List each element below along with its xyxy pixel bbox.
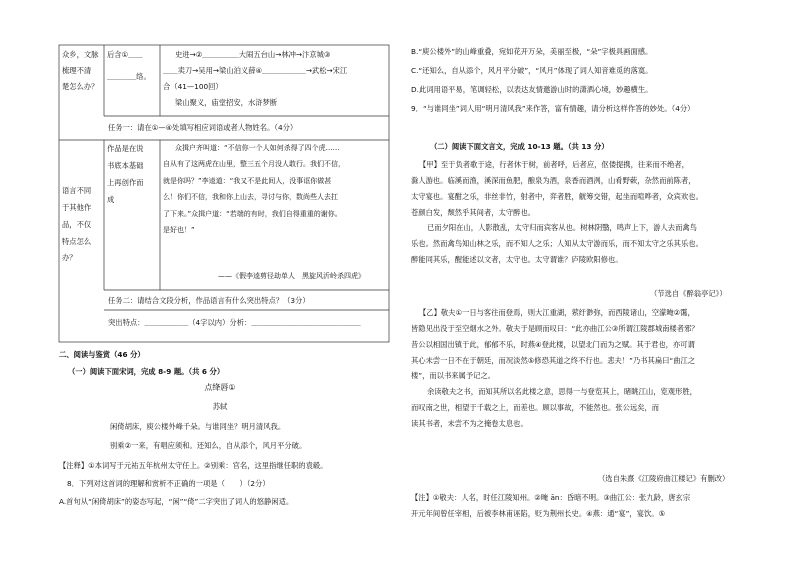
passage-line: 太守宴也。宴酣之乐，非丝非竹，射者中，弈者胜，觥筹交错，起坐而喧哗者，众宾欢也。 — [411, 191, 703, 201]
passage-line: 楼”，而以书来属予记之。 — [411, 371, 496, 381]
row1-col2 — [107, 50, 159, 82]
poem-title: 点绛唇① — [204, 383, 236, 392]
poem-note: 【注释】①本词写于元祐五年杭州太守任上。②别乘：官名，这里指继任职的袁毂。 — [59, 461, 328, 470]
blank-1-line: 后含①＿＿ — [107, 50, 143, 59]
note-line: 开元年间曾任宰相，后被李林甫诬陷，贬为荆州长史。④燕：通“宴”，宴饮。⑤ — [411, 508, 666, 518]
passage-line: 已而夕阳在山，人影散乱，太守归而宾客从也。树林阴翳，鸣声上下，游人去而禽鸟 — [427, 223, 697, 233]
section2-title: 二、阅读与鉴赏（46 分） — [59, 350, 145, 359]
row1-label-line: 楚怎么办？ — [62, 81, 99, 91]
passage-line: 皆隐见出没于至空烟水之外。敬夫于是顾而叹曰：“此亦曲江公③所谓江陵郡城南楼者邪？ — [411, 323, 699, 333]
q8-option-c: C.“还知么，自从添个，风月平分破”，“风月”体现了词人知音难觅的落寞。 — [411, 66, 653, 75]
passage-line: 【甲】至于负者歌于途，行者休于树，前者呼，后者应，伛偻提携，往来而不绝者， — [419, 160, 689, 169]
poem-author: 苏轼 — [212, 402, 228, 411]
passage-jia — [411, 160, 741, 265]
passage-line: 滁人游也。临溪而渔，溪深而鱼肥，酿泉为酒，泉香而酒洌，山肴野蔌，杂然而前陈者， — [411, 175, 696, 185]
passage-line: 乐也。然而禽鸟知山林之乐，而不知人之乐；人知从太守游而乐，而不知太守之乐其乐也。 — [411, 239, 703, 249]
passage-line: 【乙】敬夫①一日与客往而登焉，则大江重湖，萦纡渺弥，而西陵诸山，空濛晻②霭， — [419, 308, 695, 317]
passage-line: 余读敬夫之书，而知其所以名此楼之意，思得一与登览其上，睹眺江山，览观形胜， — [427, 387, 697, 397]
excerpt-line: 自从有了这两虎在山里，整三五个月没人敢行。我们不信， — [163, 160, 345, 169]
row2-label — [62, 186, 102, 263]
excerpt-line: 了下来。”众揖户道：“若端的有时，我们自得重重的谢你。 — [163, 209, 342, 218]
row2-col2-line: 成 — [107, 194, 115, 204]
passage-line: 昔公以相国出镇于此，郁郁不乐，时燕④登此楼，以望北门而为之赋。其于君也，亦可谓 — [411, 339, 695, 349]
row2-col2-line: 上再创作而 — [107, 177, 144, 187]
row1-label — [62, 50, 102, 92]
passage-line: 读其书者，未尝不为之掩卷太息也。 — [411, 418, 528, 428]
row2-label-line: 于其他作 — [62, 202, 92, 212]
yi-source: （选自朱熹《江陵府曲江楼记》有删改） — [598, 474, 730, 483]
passage-yi — [411, 308, 741, 429]
poem-line: 别乘②一来，有唱应须和。还知么，自从添个，风月平分破。 — [110, 441, 307, 450]
note-line: 【注】①敬夫：人名，时任江陵知州。②晻 ān：昏暗不明。③曲江公：张九龄，唐玄宗 — [411, 493, 691, 502]
row2-label-line: 语言不同 — [62, 186, 92, 195]
q8-option-a: A.首句从“闲倚胡床”的姿态写起，“闲”“倚”二字突出了词人的悠静闲适。 — [59, 497, 294, 506]
poem-line: 闲倚胡床，庾公楼外峰千朵。与谁同坐？明月清风我。 — [110, 422, 286, 431]
excerpt-line: 众揖户齐叫道：“不信你一个人如何杀得了四个虎…… — [175, 144, 340, 152]
notes — [411, 493, 751, 519]
plot-line: 合（41—100回） — [163, 81, 223, 91]
plot-line: ＿＿卖刀→吴用→梁山泊义薛④＿＿＿＿＿＿→武松→宋江 — [163, 65, 348, 75]
plot-line: 梁山聚义，庙堂招安，水浒梦断 — [175, 97, 278, 107]
excerpt-line: 就是你吗？”李逵道：“我又不是此间人，没事诓你做甚 — [163, 176, 332, 185]
jia-source: （节选自《醉翁亭记》） — [650, 289, 727, 298]
q8-option-d: D.此词用语平易，笔调轻松，以表达友情邀游山时的潇洒心境，妙趣横生。 — [411, 85, 653, 94]
row1-col3 — [163, 50, 387, 107]
question-8: 8．下列对这首词的理解和赏析不正确的一项是（ ）（2分） — [67, 479, 270, 488]
excerpt-source: ——《假李逵剪径劫单人 黑旋风沂岭杀四虎》 — [218, 272, 365, 280]
row2-label-line: 特点怎么 — [62, 236, 92, 246]
q8-option-b: B.“庾公楼外”的山峰重叠，宛如花开万朵，美丽至极，“朵”字极具画面感。 — [411, 47, 653, 56]
blank-1-line: ＿＿＿＿络。 — [107, 71, 151, 81]
sub1-title: （一）阅读下面宋词，完成 8-9 题。（共 6 分） — [68, 367, 225, 376]
task2-answer-line: 突出特点：＿＿＿＿＿＿（4字以内）分析：＿＿＿＿＿＿＿＿＿＿＿＿＿＿＿ — [108, 318, 361, 327]
question-9: 9．“与谁同坐”词人用“明月清风我”来作答，富有情趣，请分析这样作答的妙处。（4分） — [411, 104, 695, 113]
task2-text: 任务二：请结合文段分析，作品语言有什么突出特点？（3分） — [108, 296, 310, 305]
row2-col2-line: 书底本基础 — [107, 160, 144, 170]
sub2-title: （二）阅读下面文言文，完成 10-13 题。（共 13 分） — [430, 142, 609, 151]
plot-line: 史进→②＿＿＿＿＿大闹五台山→林冲→汴京城③ — [175, 50, 331, 59]
passage-line: 其心未尝一日不在于朝廷，而况淡然⑤修恐其道之终不行也。悲夫！”乃书其扁曰“曲江之 — [411, 355, 696, 365]
passage-line: 醉能同其乐，醒能述以文者，太守也。太守谓谁？庐陵欧阳修也。 — [411, 255, 623, 265]
excerpt-line: 是好也！” — [163, 226, 195, 235]
row2-label-line: 品，不仅 — [62, 219, 92, 229]
row2-col3 — [163, 144, 387, 236]
row1-label-line: 梳理不清 — [62, 65, 92, 75]
row2-label-line: 办？ — [62, 253, 77, 263]
passage-line: 苍颜白发，颓然乎其间者，太守醉也。 — [411, 207, 536, 217]
row2-col2 — [107, 144, 159, 204]
passage-line: 而叹南之世，相望于千载之上，而差也。顾以事故，不能然也。张公远矣，而 — [411, 403, 660, 413]
excerpt-line: 么！你们不信，我和你上山去，寻讨与你，数尚些人去扛 — [163, 193, 338, 202]
row2-col2-line: 作品是在说 — [107, 144, 144, 153]
row1-label-line: 众乡，文脉 — [62, 50, 99, 59]
task1-text: 任务一：请在①—④处填写相应词语或者人物姓名。（4分） — [108, 123, 298, 132]
